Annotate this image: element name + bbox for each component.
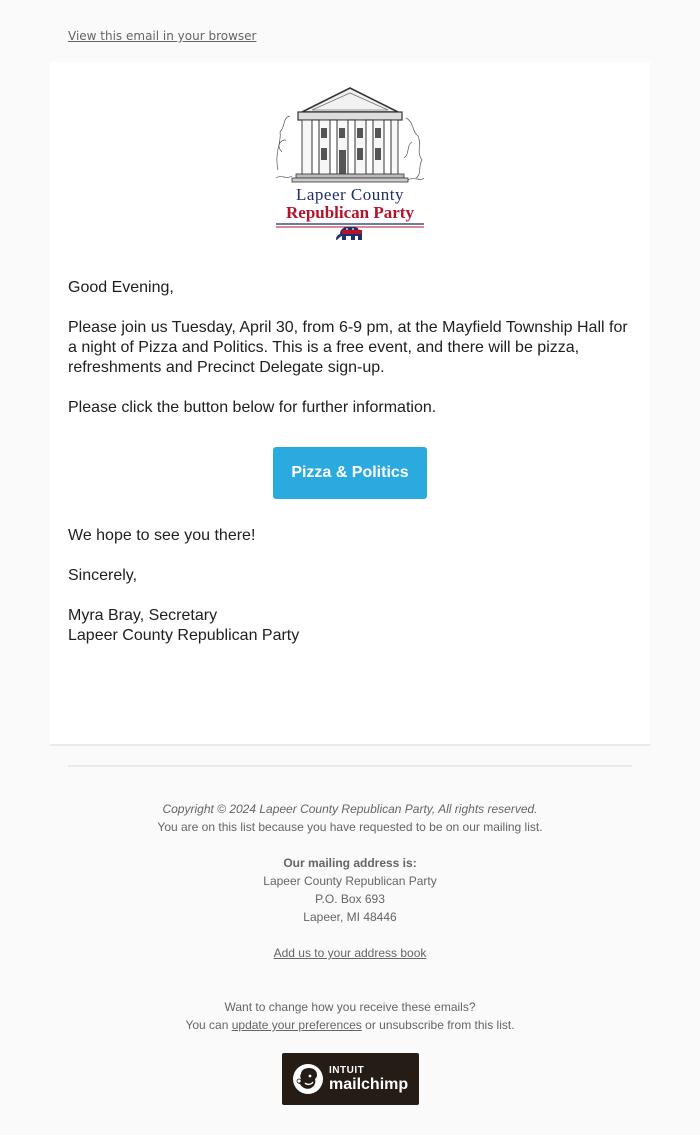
preferences-line	[50, 1016, 650, 1034]
signature-name: Myra Bray, Secretary	[68, 607, 218, 624]
logo-line1: Lapeer County	[296, 185, 404, 204]
address-line-po-box: P.O. Box 693	[315, 892, 385, 906]
period-text: .	[511, 1018, 515, 1032]
update-preferences-link[interactable]: update your preferences	[231, 1018, 362, 1032]
address-line-city: Lapeer, MI 48446	[303, 910, 397, 924]
closing-sincerely-text: Sincerely,	[68, 567, 138, 584]
signature-organization: Lapeer County Republican Party	[68, 627, 300, 644]
footer-copyright-block	[50, 800, 650, 836]
email-card	[50, 62, 650, 746]
closing-hope-text: We hope to see you there!	[68, 527, 256, 544]
greeting-text: Good Evening,	[68, 279, 174, 296]
you-can-text: You can	[185, 1018, 232, 1032]
intuit-mailchimp-badge[interactable]	[282, 1053, 419, 1105]
elephant-icon	[336, 227, 362, 240]
invitation-paragraph: Please join us Tuesday, April 30, from 6-9 pm, at the Mayfield Township Hall for a night of Pizza and Politics. This is a free event, and there will be pizza, refreshments and Precinct Delegate sign-up.	[68, 319, 628, 376]
mailchimp-text: mailchimp	[329, 1075, 409, 1093]
footer-divider	[68, 765, 632, 767]
change-prompt-text: Want to change how you receive these emails?	[224, 1000, 476, 1014]
footer-address-book	[50, 944, 650, 962]
footer-address-block	[50, 854, 650, 926]
lapeer-county-republican-party-logo	[272, 82, 428, 242]
or-text: or	[361, 1018, 380, 1032]
view-in-browser-link[interactable]: View this email in your browser	[68, 29, 257, 43]
address-line-organization: Lapeer County Republican Party	[263, 874, 437, 888]
list-reason-text: You are on this list because you have requested to be on our mailing list.	[157, 820, 543, 834]
logo-line2: Republican Party	[286, 203, 414, 222]
pizza-politics-button[interactable]: Pizza & Politics	[273, 447, 427, 499]
add-to-address-book-link[interactable]: Add us to your address book	[273, 946, 427, 960]
unsubscribe-link[interactable]: unsubscribe from this list	[379, 1018, 512, 1032]
copyright-text: Copyright © 2024 Lapeer County Republican Party, All rights reserved.	[162, 802, 538, 816]
mailchimp-freddie-icon	[291, 1062, 325, 1096]
instruction-paragraph: Please click the button below for further information.	[68, 399, 437, 416]
intuit-text: INTUIT	[329, 1064, 365, 1076]
mailchimp-wordmark	[329, 1066, 408, 1093]
footer-preferences-block	[50, 998, 650, 1034]
mailing-address-heading: Our mailing address is:	[283, 856, 417, 870]
